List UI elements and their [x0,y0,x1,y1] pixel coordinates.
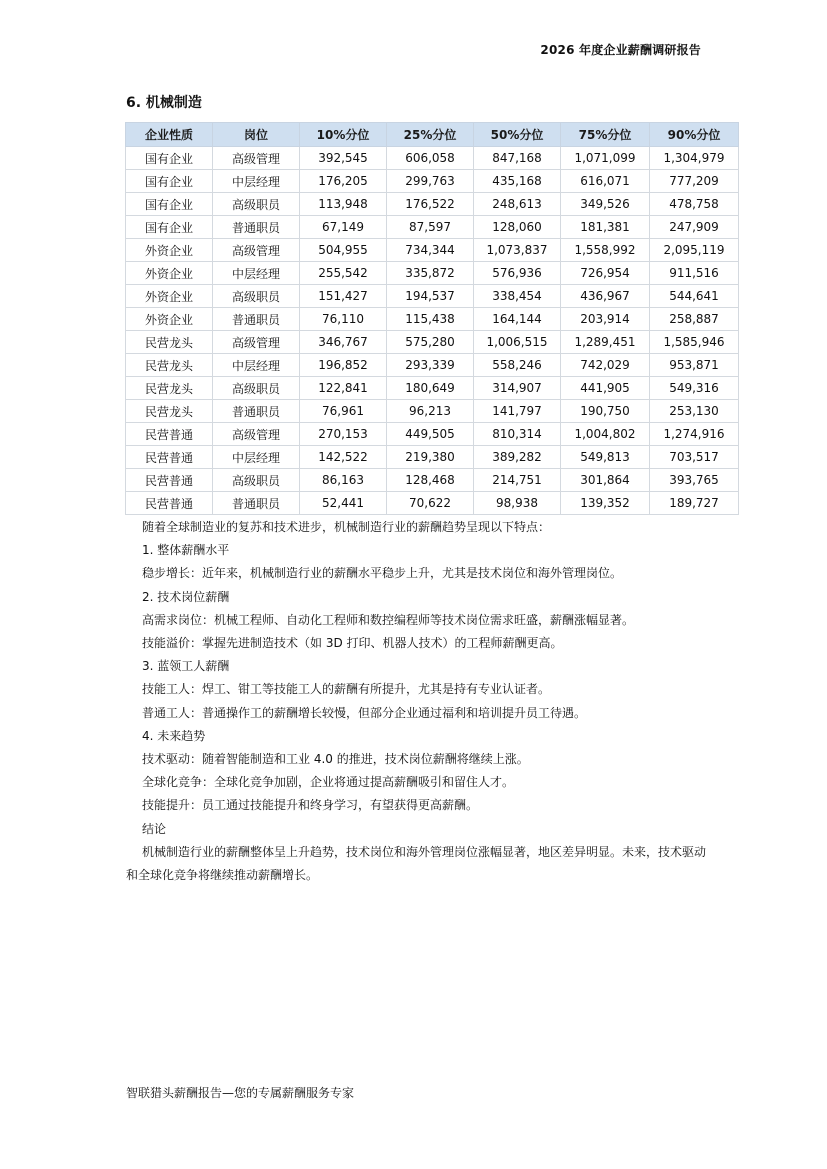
cell-value: 1,004,802 [561,423,650,446]
cell-value: 128,060 [474,216,561,239]
table-row [126,285,739,308]
cell-value: 293,339 [387,354,474,377]
salary-table [125,122,739,515]
paragraph-2a: 高需求岗位：机械工程师、自动化工程师和数控编程师等技术岗位需求旺盛，薪酬涨幅显著。 [142,612,635,627]
column-header-p90: 90%分位 [650,123,739,147]
table-row [126,492,739,515]
cell-position: 高级职员 [213,377,300,400]
table-row [126,446,739,469]
cell-value: 549,813 [561,446,650,469]
table-row [126,331,739,354]
table-row [126,469,739,492]
cell-value: 742,029 [561,354,650,377]
cell-value: 141,797 [474,400,561,423]
cell-value: 1,585,946 [650,331,739,354]
cell-value: 346,767 [300,331,387,354]
cell-value: 98,938 [474,492,561,515]
paragraph-4a: 技术驱动：随着智能制造和工业 4.0 的推进，技术岗位薪酬将继续上涨。 [142,752,529,767]
cell-value: 189,727 [650,492,739,515]
conclusion-paragraph: 机械制造行业的薪酬整体呈上升趋势，技术岗位和海外管理岗位涨幅显著，地区差异明显。未来，技术驱动和全球化竞争将继续推动薪酬增长。 [126,844,707,883]
column-header-company-type: 企业性质 [126,123,213,147]
cell-position: 普通职员 [213,400,300,423]
cell-value: 248,613 [474,193,561,216]
cell-value: 253,130 [650,400,739,423]
cell-value: 953,871 [650,354,739,377]
paragraph-3a: 技能工人：焊工、钳工等技能工人的薪酬有所提升，尤其是持有专业认证者。 [142,682,551,697]
report-header-title: 2026 年度企业薪酬调研报告 [540,43,701,57]
cell-value: 575,280 [387,331,474,354]
cell-company-type: 民营普通 [126,423,213,446]
cell-value: 196,852 [300,354,387,377]
cell-value: 349,526 [561,193,650,216]
cell-company-type: 国有企业 [126,216,213,239]
cell-company-type: 民营龙头 [126,331,213,354]
cell-value: 504,955 [300,239,387,262]
table-row [126,354,739,377]
cell-value: 203,914 [561,308,650,331]
cell-position: 高级管理 [213,239,300,262]
cell-value: 549,316 [650,377,739,400]
cell-value: 436,967 [561,285,650,308]
paragraph-2b: 技能溢价：掌握先进制造技术（如 3D 打印、机器人技术）的工程师薪酬更高。 [142,636,563,651]
subheading-1: 1. 整体薪酬水平 [142,543,230,558]
cell-value: 180,649 [387,377,474,400]
cell-value: 1,274,916 [650,423,739,446]
cell-position: 中层经理 [213,446,300,469]
cell-value: 734,344 [387,239,474,262]
cell-position: 普通职员 [213,216,300,239]
cell-value: 164,144 [474,308,561,331]
cell-value: 2,095,119 [650,239,739,262]
cell-value: 777,209 [650,170,739,193]
cell-value: 139,352 [561,492,650,515]
cell-value: 115,438 [387,308,474,331]
table-row [126,193,739,216]
table-row [126,423,739,446]
cell-position: 中层经理 [213,170,300,193]
cell-value: 96,213 [387,400,474,423]
cell-company-type: 外资企业 [126,239,213,262]
table-body [126,147,739,515]
cell-value: 270,153 [300,423,387,446]
cell-value: 441,905 [561,377,650,400]
cell-value: 76,110 [300,308,387,331]
cell-company-type: 外资企业 [126,262,213,285]
cell-value: 1,073,837 [474,239,561,262]
column-header-position: 岗位 [213,123,300,147]
cell-position: 中层经理 [213,262,300,285]
subheading-4: 4. 未来趋势 [142,728,206,743]
paragraph-3b: 普通工人：普通操作工的薪酬增长较慢，但部分企业通过福利和培训提升员工待遇。 [142,705,587,720]
cell-company-type: 民营龙头 [126,354,213,377]
cell-value: 1,006,515 [474,331,561,354]
cell-company-type: 民营龙头 [126,377,213,400]
cell-value: 194,537 [387,285,474,308]
cell-value: 86,163 [300,469,387,492]
cell-value: 301,864 [561,469,650,492]
table-row [126,170,739,193]
column-header-p75: 75%分位 [561,123,650,147]
cell-company-type: 外资企业 [126,308,213,331]
cell-value: 703,517 [650,446,739,469]
cell-value: 576,936 [474,262,561,285]
subheading-3: 3. 蓝领工人薪酬 [142,659,230,674]
cell-value: 113,948 [300,193,387,216]
subheading-2: 2. 技术岗位薪酬 [142,589,230,604]
paragraph-4b: 全球化竞争：全球化竞争加剧，企业将通过提高薪酬吸引和留住人才。 [142,775,515,790]
column-header-p50: 50%分位 [474,123,561,147]
cell-value: 1,071,099 [561,147,650,170]
cell-value: 76,961 [300,400,387,423]
cell-company-type: 民营普通 [126,469,213,492]
cell-position: 高级职员 [213,469,300,492]
cell-value: 214,751 [474,469,561,492]
table-row [126,147,739,170]
table-row [126,216,739,239]
cell-value: 122,841 [300,377,387,400]
cell-value: 335,872 [387,262,474,285]
cell-value: 67,149 [300,216,387,239]
cell-value: 616,071 [561,170,650,193]
cell-company-type: 民营普通 [126,446,213,469]
cell-value: 1,304,979 [650,147,739,170]
cell-value: 558,246 [474,354,561,377]
table-row [126,377,739,400]
cell-value: 247,909 [650,216,739,239]
cell-value: 255,542 [300,262,387,285]
cell-value: 847,168 [474,147,561,170]
cell-value: 181,381 [561,216,650,239]
table-row [126,308,739,331]
table-row [126,262,739,285]
cell-position: 高级职员 [213,193,300,216]
cell-value: 389,282 [474,446,561,469]
cell-company-type: 民营龙头 [126,400,213,423]
cell-value: 810,314 [474,423,561,446]
conclusion-title: 结论 [142,821,167,836]
cell-value: 299,763 [387,170,474,193]
cell-value: 314,907 [474,377,561,400]
cell-value: 726,954 [561,262,650,285]
cell-value: 478,758 [650,193,739,216]
cell-value: 544,641 [650,285,739,308]
cell-position: 高级职员 [213,285,300,308]
cell-position: 中层经理 [213,354,300,377]
cell-company-type: 外资企业 [126,285,213,308]
cell-value: 52,441 [300,492,387,515]
cell-value: 911,516 [650,262,739,285]
cell-value: 128,468 [387,469,474,492]
cell-value: 176,205 [300,170,387,193]
cell-value: 258,887 [650,308,739,331]
cell-position: 普通职员 [213,492,300,515]
cell-value: 190,750 [561,400,650,423]
cell-company-type: 国有企业 [126,147,213,170]
cell-company-type: 国有企业 [126,170,213,193]
cell-value: 219,380 [387,446,474,469]
cell-value: 1,289,451 [561,331,650,354]
cell-value: 435,168 [474,170,561,193]
footer-text: 智联猎头薪酬报告—您的专属薪酬服务专家 [126,1086,355,1100]
paragraph-1: 稳步增长：近年来，机械制造行业的薪酬水平稳步上升，尤其是技术岗位和海外管理岗位。 [142,566,623,581]
cell-value: 606,058 [387,147,474,170]
cell-value: 393,765 [650,469,739,492]
cell-value: 87,597 [387,216,474,239]
table-row [126,239,739,262]
table-row [126,400,739,423]
intro-paragraph: 随着全球制造业的复苏和技术进步，机械制造行业的薪酬趋势呈现以下特点： [142,520,551,534]
cell-company-type: 民营普通 [126,492,213,515]
cell-value: 338,454 [474,285,561,308]
cell-value: 70,622 [387,492,474,515]
cell-position: 高级管理 [213,331,300,354]
section-title: 6. 机械制造 [126,95,202,111]
cell-position: 普通职员 [213,308,300,331]
table-header-row [126,123,739,147]
cell-value: 392,545 [300,147,387,170]
column-header-p25: 25%分位 [387,123,474,147]
cell-company-type: 国有企业 [126,193,213,216]
paragraph-4c: 技能提升：员工通过技能提升和终身学习，有望获得更高薪酬。 [142,798,479,813]
cell-value: 176,522 [387,193,474,216]
cell-position: 高级管理 [213,423,300,446]
body-text [126,516,716,887]
cell-value: 142,522 [300,446,387,469]
cell-position: 高级管理 [213,147,300,170]
column-header-p10: 10%分位 [300,123,387,147]
cell-value: 449,505 [387,423,474,446]
cell-value: 1,558,992 [561,239,650,262]
cell-value: 151,427 [300,285,387,308]
